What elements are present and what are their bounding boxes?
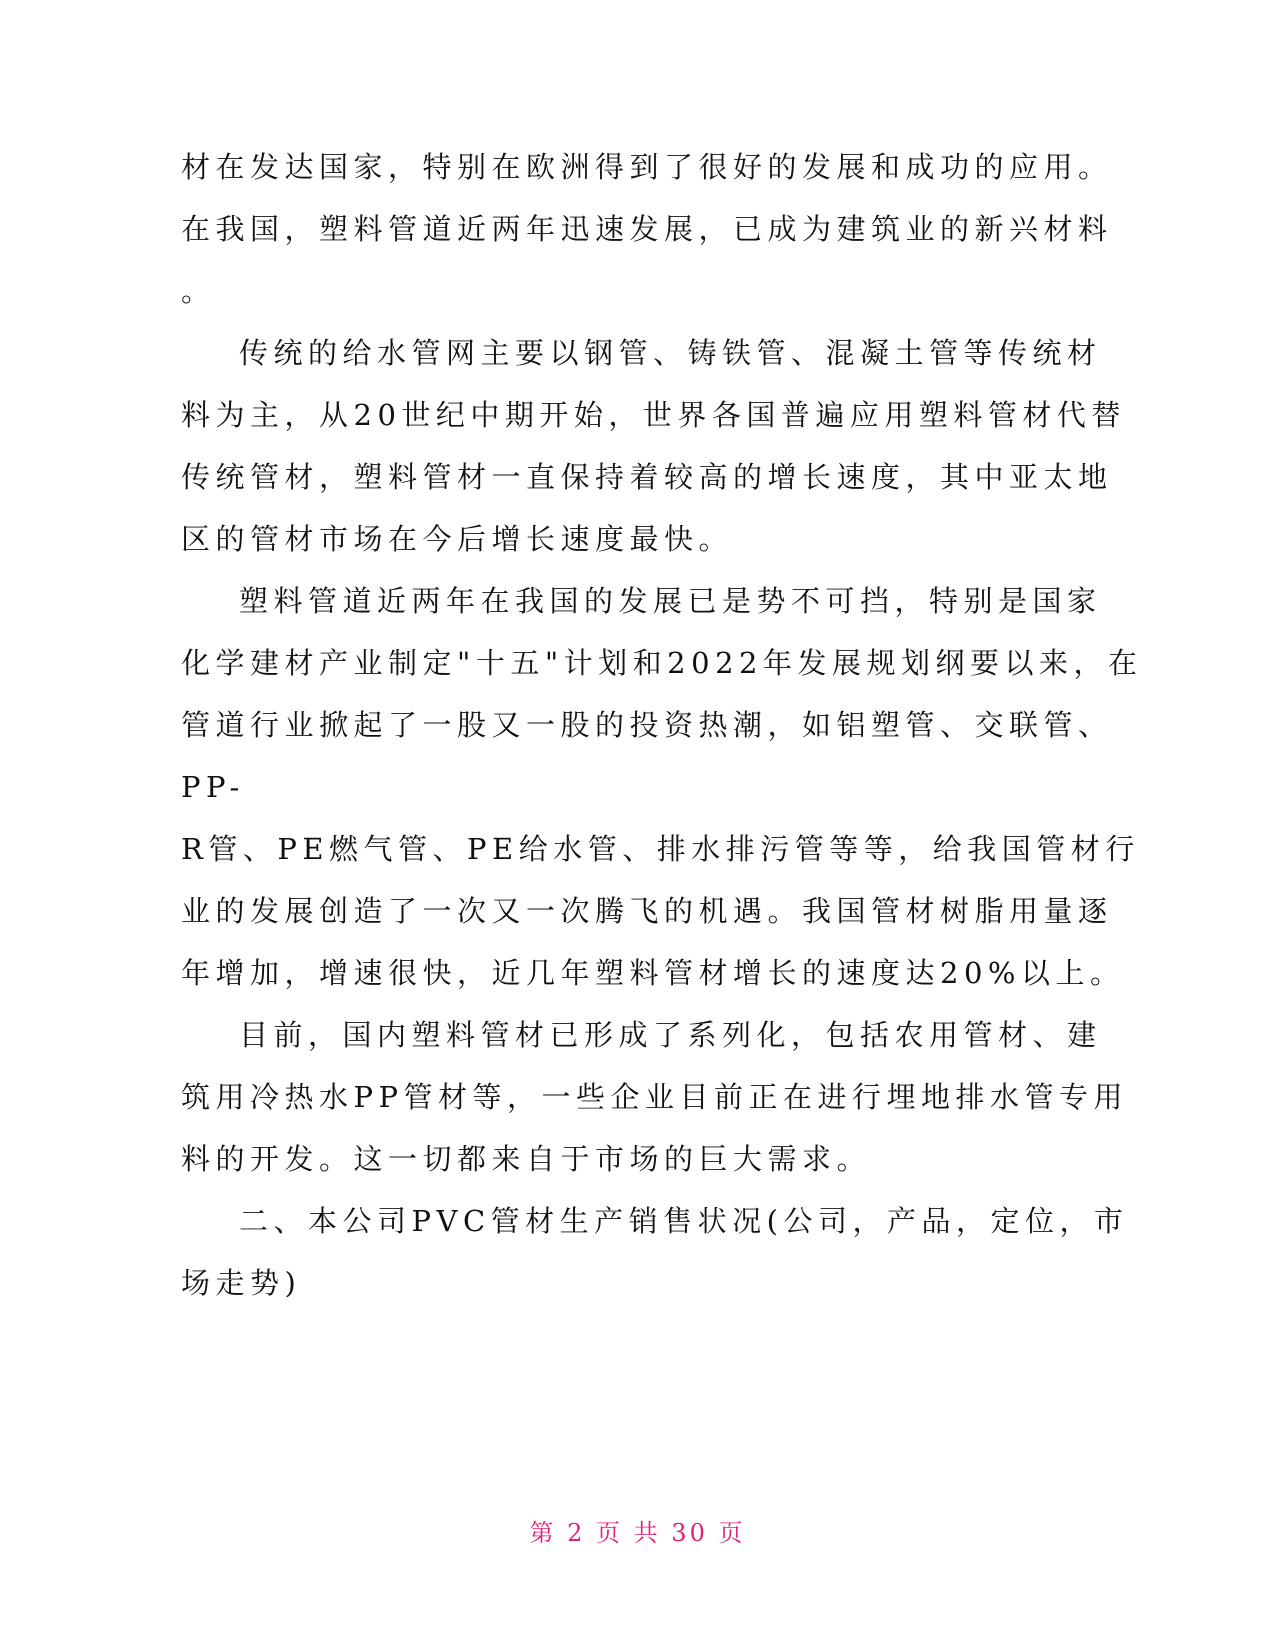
text-line: 业的发展创造了一次又一次腾飞的机遇。我国管材树脂用量逐 [181, 894, 1113, 928]
text-line: 区的管材市场在今后增长速度最快。 [181, 522, 734, 556]
text-line: PP- [181, 770, 245, 804]
paragraph-start-line: 目前，国内塑料管材已形成了系列化，包括农用管材、建 [239, 1018, 1102, 1052]
text-line: 料的开发。这一切都来自于市场的巨大需求。 [181, 1142, 872, 1176]
paragraph-start-line: 传统的给水管网主要以钢管、铸铁管、混凝土管等传统材 [239, 336, 1102, 370]
text-line: 在我国，塑料管道近两年迅速发展，已成为建筑业的新兴材料 [181, 212, 1113, 246]
document-body [181, 136, 1143, 1314]
paragraph-start-line: 塑料管道近两年在我国的发展已是势不可挡，特别是国家 [239, 584, 1102, 618]
page-footer: 第 2 页 共 30 页 [529, 1519, 746, 1547]
text-line: 化学建材产业制定"十五"计划和2022年发展规划纲要以来，在 [181, 646, 1143, 680]
text-line: 。 [181, 274, 216, 308]
text-line: 传统管材，塑料管材一直保持着较高的增长速度，其中亚太地 [181, 460, 1113, 494]
text-line: 管道行业掀起了一股又一股的投资热潮，如铝塑管、交联管、 [181, 708, 1113, 742]
text-line: 料为主，从20世纪中期开始，世界各国普遍应用塑料管材代替 [181, 398, 1126, 432]
text-line: 场走势) [181, 1266, 302, 1300]
text-line: 材在发达国家，特别在欧洲得到了很好的发展和成功的应用。 [181, 150, 1113, 184]
text-line: 筑用冷热水PP管材等，一些企业目前正在进行埋地排水管专用 [181, 1080, 1129, 1114]
text-line: 年增加，增速很快，近几年塑料管材增长的速度达20%以上。 [181, 956, 1125, 990]
text-line: R管、PE燃气管、PE给水管、排水排污管等等，给我国管材行 [181, 832, 1140, 866]
section-heading-line: 二、本公司PVC管材生产销售状况(公司，产品，定位，市 [239, 1204, 1129, 1238]
